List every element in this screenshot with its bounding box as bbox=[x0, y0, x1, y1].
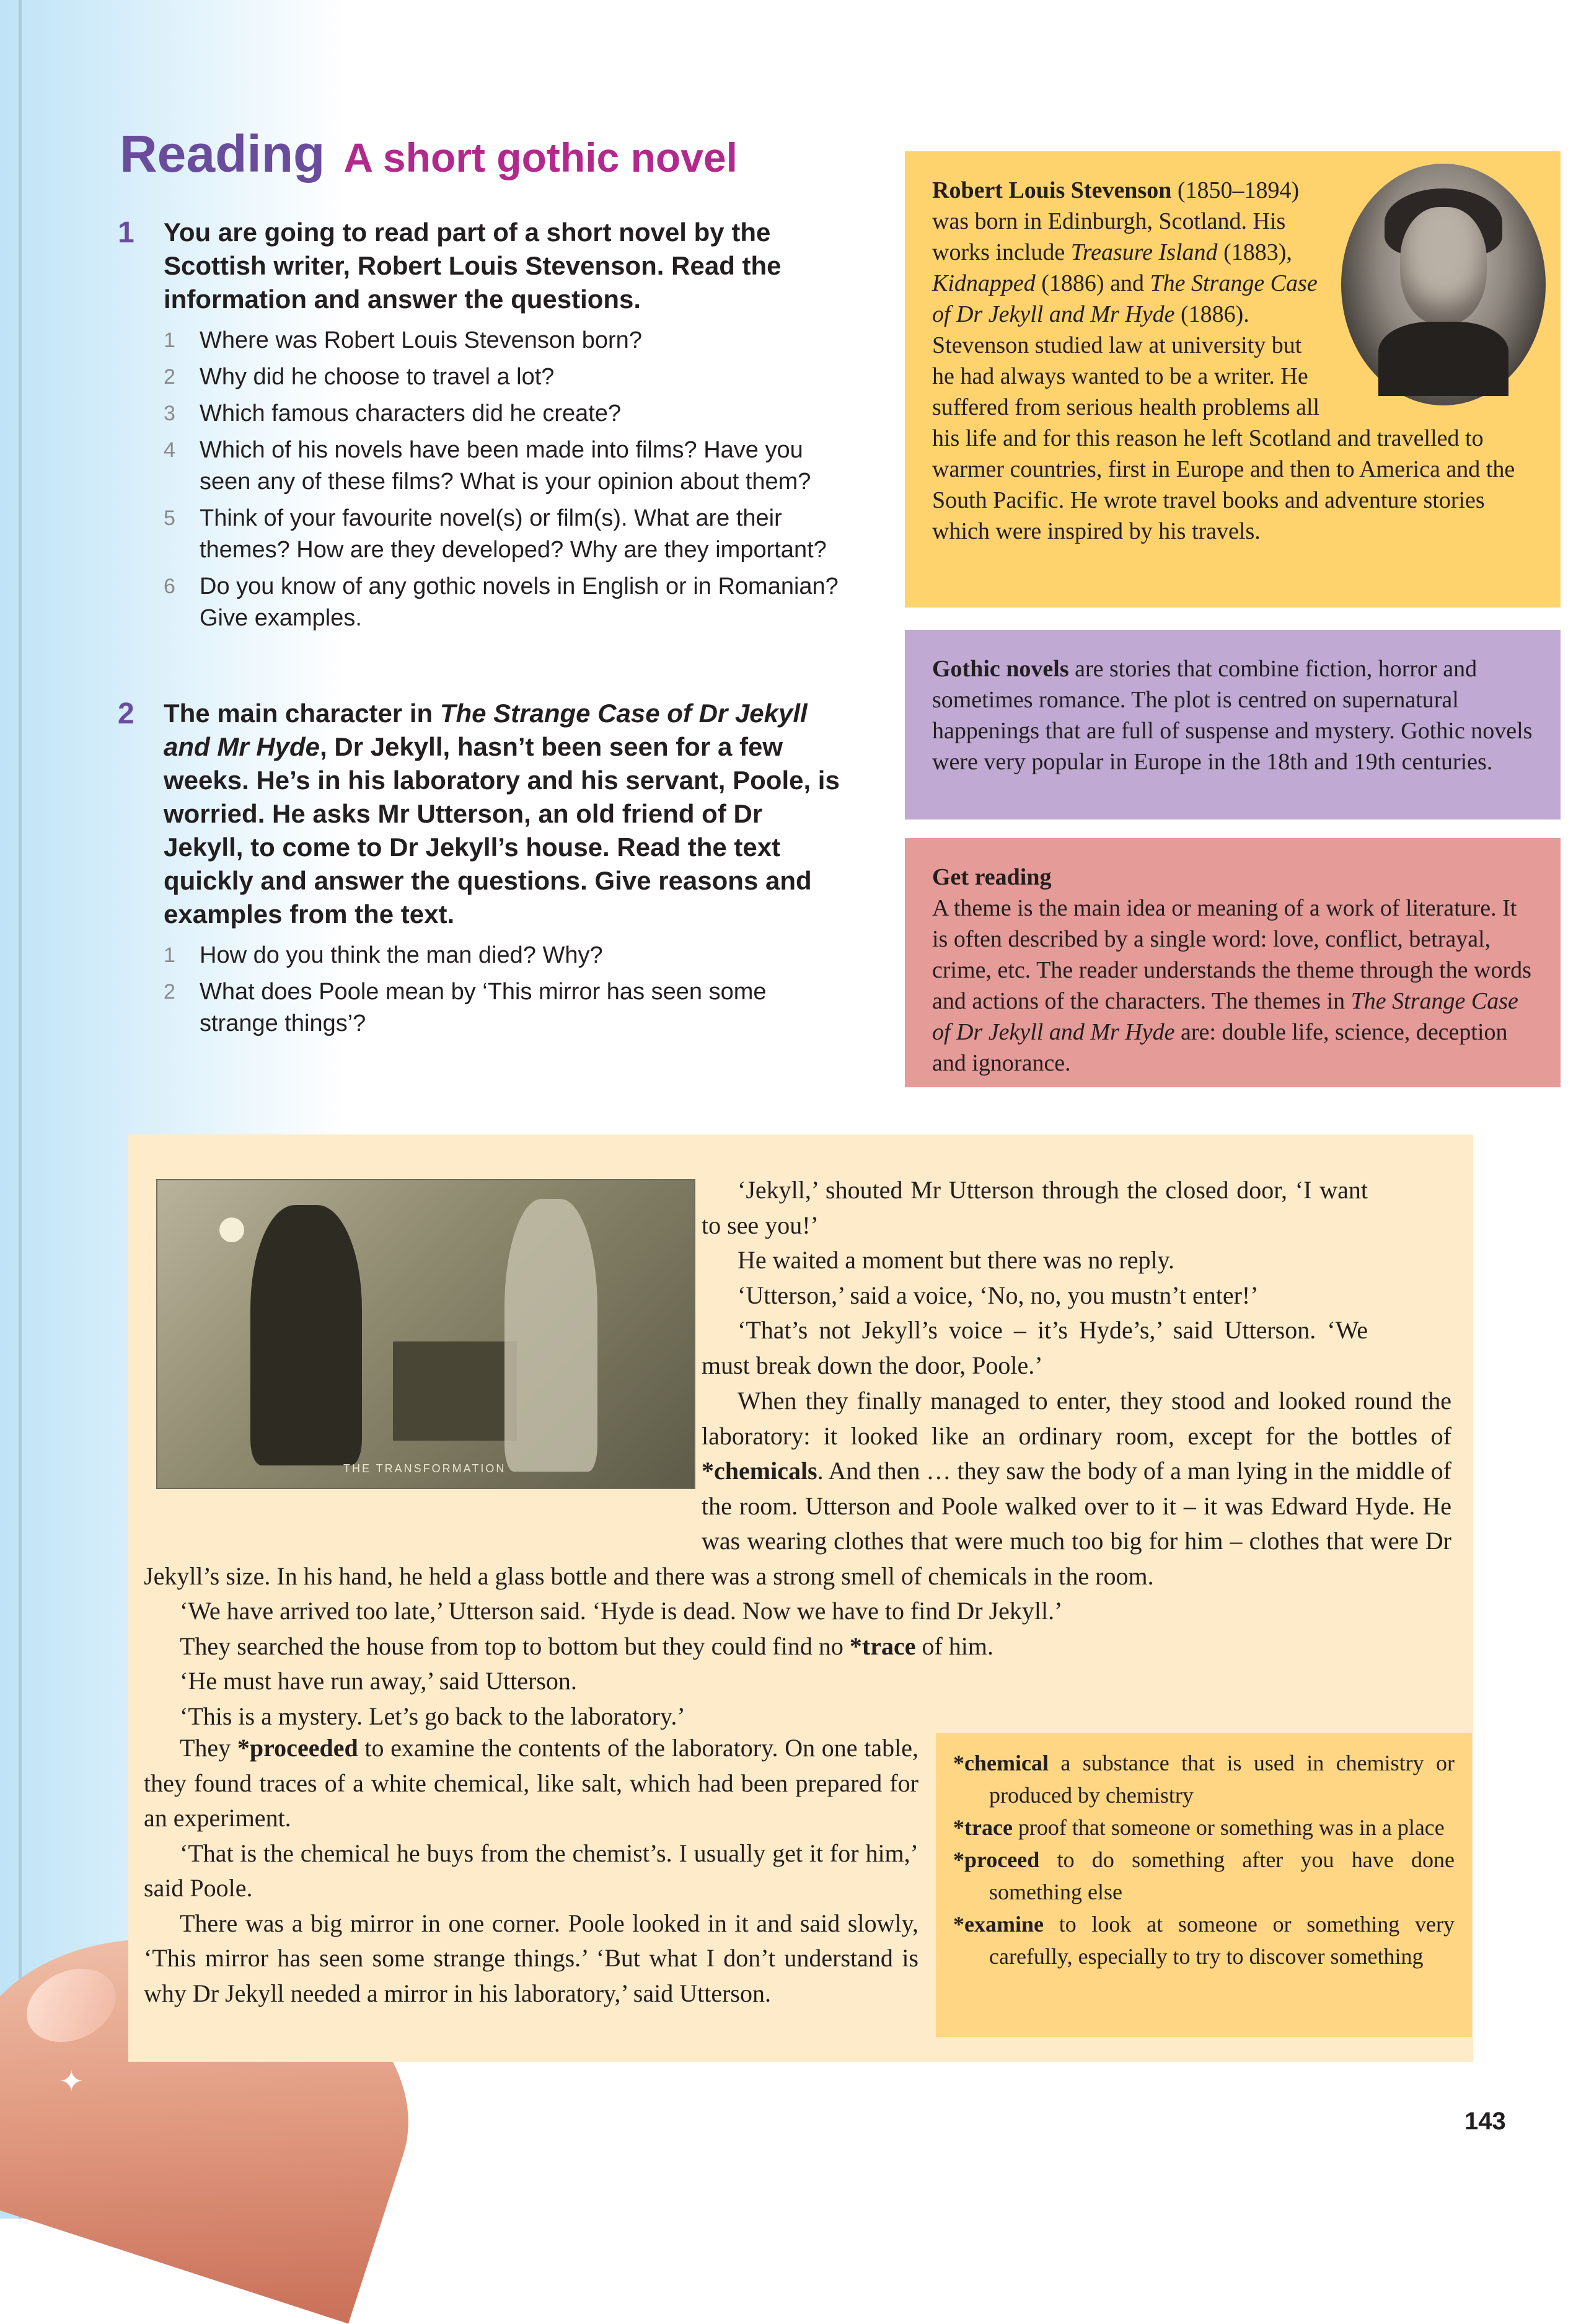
story-text-run: They searched the house from top to bottom but they could find no bbox=[180, 1632, 850, 1660]
bio-text: was born in Edinburgh, Scotland. His works include bbox=[932, 208, 1286, 265]
question-text: Which of his novels have been made into films? Have you seen any of these films? What is your opinion about them? bbox=[200, 437, 811, 495]
work-title: Treasure Island bbox=[1070, 239, 1218, 265]
question-number: 1 bbox=[164, 329, 175, 352]
question-number: 3 bbox=[164, 402, 175, 425]
gothic-definition: are stories that combine fiction, horror and sometimes romance. The plot is centred on supernatural happenings that are full of suspense and mystery. Gothic novels were very popular in Europe in the 18th and 19th centuries. bbox=[932, 656, 1533, 775]
author-portrait bbox=[1341, 164, 1546, 405]
question-text: Think of your favourite novel(s) or film(s). What are their themes? How are they developed? Why are they important? bbox=[200, 505, 827, 563]
glossary-definition: to do something after you have done something else bbox=[989, 1847, 1455, 1904]
exercise-number: 2 bbox=[118, 697, 134, 730]
exercise-2 bbox=[118, 697, 843, 1045]
glossary-word: *chemicals bbox=[702, 1457, 817, 1485]
story-text-run: When they finally managed to enter, they stood and looked round the laboratory: it looked like an ordinary room, except for the bottles of bbox=[702, 1387, 1451, 1450]
question-text: Which famous characters did he create? bbox=[200, 400, 622, 426]
glossary-word: *trace bbox=[849, 1632, 916, 1660]
author-bio-box bbox=[905, 151, 1561, 608]
glossary-entry bbox=[953, 1908, 1455, 1973]
exercise-1 bbox=[118, 216, 843, 639]
question-text: Do you know of any gothic novels in English or in Romanian? Give examples. bbox=[200, 573, 839, 631]
portrait-coat bbox=[1378, 322, 1508, 396]
glossary-term: *examine bbox=[953, 1912, 1044, 1937]
question-item bbox=[164, 503, 843, 566]
glossary-entry bbox=[953, 1747, 1455, 1811]
page-number: 143 bbox=[1464, 2108, 1506, 2135]
glossary-definition: a substance that is used in chemistry or produced by chemistry bbox=[989, 1751, 1455, 1808]
question-number: 1 bbox=[164, 943, 175, 967]
question-item bbox=[164, 435, 843, 498]
story-paragraph: ‘That is the chemical he buys from the chemist’s. I usually get it for him,’ said Poole. bbox=[144, 1839, 918, 1902]
story-paragraph: ‘He must have run away,’ said Utterson. bbox=[180, 1667, 577, 1695]
question-number: 2 bbox=[164, 980, 175, 1004]
author-name: Robert Louis Stevenson bbox=[932, 177, 1172, 203]
bio-text: (1883), bbox=[1217, 239, 1292, 265]
question-text: How do you think the man died? Why? bbox=[200, 942, 603, 968]
exercise-number: 1 bbox=[118, 216, 134, 249]
reading-text: A theme is the main idea or meaning of a work of literature. It is often described by a single word: love, conflict, betrayal, crime, etc. The reader understands the theme through the words and actions of the characters. The themes in bbox=[932, 895, 1531, 1014]
glossary-entry bbox=[953, 1811, 1455, 1844]
book-title: The Strange Case of Dr Jekyll and Mr Hyde bbox=[164, 699, 808, 761]
bio-text: (1886). Stevenson studied law at university but he had always wanted to be a writer. He suffered from serious health problems all his life and for this reason he left Scotland and travelled to warmer countries, first in Europe and then to America and the South Pacific. He wrote travel books and adventure stories which were inspired by his travels. bbox=[932, 301, 1515, 544]
question-item bbox=[164, 571, 843, 634]
illustration-spacer bbox=[144, 1384, 702, 1525]
story-paragraph bbox=[144, 1731, 918, 1836]
page-title bbox=[120, 124, 738, 184]
gothic-term: Gothic novels bbox=[932, 656, 1069, 682]
story-text bbox=[144, 1731, 918, 2011]
question-item bbox=[164, 361, 843, 393]
work-title: The Strange Case of Dr Jekyll and Mr Hyde bbox=[932, 988, 1518, 1045]
gothic-novels-box bbox=[905, 630, 1561, 820]
story-paragraph: ‘Jekyll,’ shouted Mr Utterson through the closed door, ‘I want to see you!’ bbox=[702, 1176, 1368, 1239]
story-paragraph: ‘Utterson,’ said a voice, ‘No, no, you mustn’t enter!’ bbox=[738, 1281, 1259, 1309]
title-main: Reading bbox=[120, 125, 325, 183]
reading-text: are: double life, science, deception and ignorance. bbox=[932, 1019, 1508, 1076]
question-number: 4 bbox=[164, 438, 175, 462]
story-paragraph: ‘We have arrived too late,’ Utterson said. ‘Hyde is dead. Now we have to find Dr Jekyll.’ bbox=[180, 1597, 1063, 1625]
title-sub: A short gothic novel bbox=[343, 135, 738, 180]
exercise-instruction bbox=[164, 697, 843, 931]
question-text: What does Poole mean by ‘This mirror has seen some strange things’? bbox=[200, 979, 767, 1036]
glossary-term: *proceed bbox=[953, 1847, 1040, 1872]
story-text-run: . And then … they saw the body of a man lying in the middle of the room. Utterson and Poole walked over to it – it was Edward Hyde. He was wearing clothes that were much too big for him – clothes that were Dr Jekyll’s size. In his hand, he held a glass bottle and there was a strong smell of chemicals in the room. bbox=[144, 1457, 1451, 1590]
story-text-run: of him. bbox=[915, 1632, 994, 1660]
question-number: 2 bbox=[164, 365, 175, 389]
story-paragraph: ‘This is a mystery. Let’s go back to the laboratory.’ bbox=[180, 1702, 685, 1730]
glossary-entry bbox=[953, 1844, 1455, 1908]
get-reading-box bbox=[905, 838, 1561, 1087]
question-item bbox=[164, 398, 843, 430]
story-paragraph: There was a big mirror in one corner. Poole looked in it and said slowly, ‘This mirror has seen some strange things.’ ‘But what I don’t understand is why Dr Jekyll needed a mirror in his laboratory,’ said Utterson. bbox=[144, 1909, 918, 2007]
glossary-word: *proceeded bbox=[237, 1734, 358, 1762]
glossary-term: *trace bbox=[953, 1815, 1013, 1840]
page-edge-line bbox=[19, 0, 22, 2219]
work-title: Kidnapped bbox=[932, 270, 1036, 296]
story-text-run: They bbox=[180, 1734, 237, 1762]
glossary-definition: to look at someone or something very carefully, especially to try to discover something bbox=[989, 1912, 1455, 1969]
exercise-instruction: You are going to read part of a short novel by the Scottish writer, Robert Louis Stevenson. Read the information and answer the questions. bbox=[164, 218, 782, 314]
question-item bbox=[164, 325, 843, 356]
story-text bbox=[702, 1173, 1368, 1383]
question-number: 5 bbox=[164, 506, 175, 530]
glossary-definition: proof that someone or something was in a place bbox=[1012, 1815, 1445, 1840]
get-reading-heading: Get reading bbox=[932, 864, 1052, 890]
instruction-text: The main character in bbox=[164, 699, 440, 728]
question-list bbox=[164, 940, 843, 1040]
glossary-box bbox=[936, 1733, 1472, 2037]
story-paragraph: He waited a moment but there was no reply. bbox=[738, 1246, 1174, 1274]
lamp-shape bbox=[219, 1217, 244, 1242]
bio-text: (1886) and bbox=[1035, 270, 1150, 296]
work-title: The Strange Case of Dr Jekyll and Mr Hyde bbox=[932, 270, 1318, 327]
sparkle-icon: ✦ bbox=[59, 2066, 84, 2098]
story-text-run: to examine the contents of the laboratory. On one table, they found traces of a white chemical, like salt, which had been prepared for an experiment. bbox=[144, 1734, 918, 1832]
question-text: Why did he choose to travel a lot? bbox=[200, 364, 555, 390]
instruction-text: , Dr Jekyll, hasn’t been seen for a few weeks. He’s in his laboratory and his servant, Poole, is worried. He asks Mr Utterson, an old friend of Dr Jekyll, to come to Dr Jekyll’s house. Read the text quickly and answer the questions. Give reasons and examples from the text. bbox=[164, 732, 840, 929]
story-text bbox=[144, 1384, 1451, 1734]
portrait-face bbox=[1400, 207, 1487, 325]
story-paragraph bbox=[144, 1629, 1451, 1664]
story-paragraph: ‘That’s not Jekyll’s voice – it’s Hyde’s,’ said Utterson. ‘We must break down the door, Poole.’ bbox=[702, 1316, 1368, 1379]
question-text: Where was Robert Louis Stevenson born? bbox=[200, 327, 642, 353]
glossary-term: *chemical bbox=[953, 1751, 1049, 1775]
question-number: 6 bbox=[164, 575, 175, 598]
illustration-caption: THE TRANSFORMATION bbox=[343, 1462, 506, 1475]
question-list bbox=[164, 325, 843, 634]
question-item bbox=[164, 940, 843, 971]
question-item bbox=[164, 976, 843, 1040]
author-dates: (1850–1894) bbox=[1171, 177, 1300, 203]
